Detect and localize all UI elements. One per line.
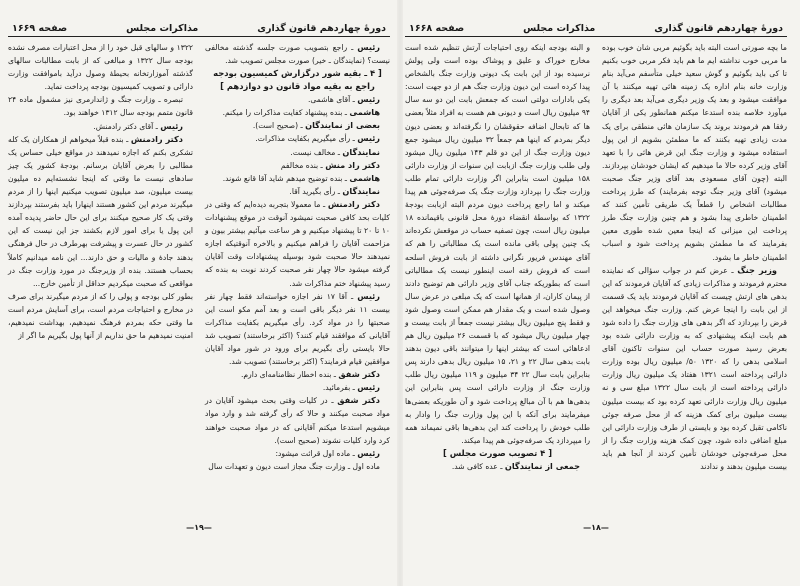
paragraph-text: ـ بنده مخالفم xyxy=(280,160,326,170)
speaker-name: جمعی از نمایندگان xyxy=(504,460,580,471)
paragraph-text: ـ راجع بتصویب صورت جلسه گذشته مخالفی نیست؟ (نمایندگان ـ خیر) صورت مجلس تصویب شد. xyxy=(205,43,390,66)
paragraph-text: ـ ماده اول قرائت میشود: xyxy=(275,448,358,458)
header-title: مذاکرات مجلس xyxy=(523,23,596,34)
paragraph xyxy=(205,460,390,473)
header-session: دورهٔ چهاردهم قانون گذاری xyxy=(257,23,386,34)
page-1668 xyxy=(405,20,787,532)
page-header xyxy=(8,20,390,37)
paragraph-text: ـ بنده قبلاً میخواهم از همکاران یک کله تشکری بکنم که اجازه نمیدهند در مواقع خیلی حساس یک مطالبی را بعرض آقایان برسانم. بودجهٔ کشور یک چیز سادهای نیست ما وقتی که اینجا نشسته‌ایم ده میلیون بیست میلیون، صد میلیون تصویب میکنیم اینها را از مردم میگیرند مردم این کشور هستند اینهارا باید بفرستند بپردازند وقتی یک کار صحیح میکنند برای این حال حاضر پدیده آمده این پول یا برای امور لازم بکشند جز این نیست که این کشور در حال عسرت و پیشرفت بهرطرف در حال فرهنگی بدهند جادهٔ و مالیات و حق دارند... این نامه میدانیم کاملاً بحساب هستند. بنده از وزیرجنگ در مورد وزارت جنگ در مواقعی که صحبت میکردیم حداقل از تأمین خارج... xyxy=(8,134,193,288)
paragraph-text: ـ بنده پیشنهاد کفایت مذاکرات را میکنم. xyxy=(222,108,350,118)
paragraph-text: ـ بنده توضیح میدهم شاید آقا قانع شوند. xyxy=(222,173,350,183)
speaker-name: دکتر شفق xyxy=(338,369,380,380)
speaker-name: دکتر شفق xyxy=(337,395,381,406)
section-heading: [ ۴ ـ بقیه شور درگزارش کمیسیون بودجه راجع به بقیه مواد قانون دو دوازدهم ] xyxy=(213,68,382,92)
paragraph-text: ماده اول ـ وزارت جنگ مجاز است دیون و تعهدات سال xyxy=(208,461,380,471)
speaker-name: رئیس xyxy=(357,290,380,301)
speaker-name: بعضی از نمایندگان xyxy=(305,120,380,131)
paragraph xyxy=(205,447,390,460)
paragraph-text: ما بچه صورتی است البته باید بگوئیم مربی شان خوب بوده ما مربی خوب نداشته ایم ما هم باید فکر مربی خوب بکنیم تا کی باید بگوئیم و گوش سعید خیلی متأسفم می‌آید بنام وزارت خانه بنام اداره یک زمینه هائی تهیه میکنند با آن موافقت میشود و بعد یک وزیر دیگری می‌آید بعد دیگری را میآورد خلاصه بنده استدعا میکنم همانطور یکی از آقایان رفقا هم فرمودند بروند یک سازمان هائی منطقی برای یک مدت زیادی تهیه بکنند که ما مطمئن بشویم از این پول استفاده میشود و وزارت جنگ این قرض هائی را با تعهد آقای وزیر کرده حالا ما میدهیم که ایشان خودشان بپردازند. البته (چون آقای مسعودی بعد آقای وزیر جنگ صحبت میشود) آقای وزیر جنگ توجه بفرمایند) که طرز پرداخت مطالبات اشخاص را قطعاً یک طریقی تأمین کنند که اطمینان خاطری پیدا بشود و هم چنین وزارت جنگ طرز پرداخت این میزانی که اینجا معین شده طوری معین بفرمایند که ما مطمئن بشویم پرداخت شود و اسباب اطمینان خاطر ما بشود. xyxy=(602,43,787,262)
paragraph-text: ـ (صحیح است). xyxy=(252,121,306,131)
paragraph xyxy=(205,394,390,446)
paragraph-text: ـ رأی بگیرید آقا. xyxy=(289,186,343,196)
paragraph xyxy=(8,120,193,133)
paragraph-text: و البته بودجه اینکه روی احتیاجات آرتش تنظیم شده است مخارج خوراک و علیق و پوشاک بوده است ولی پولش نرسیده بود از این بابت یک دیونی وزارت جنگ بالشخاص پیدا کرده است این دیون وزارت جنگ هم از دو جهت است: یکی بادارات دولتی است که جمعش بابت این دو سه سال ۹۴ میلیون ریال است و دیونی هم هست به افراد مثلاً بعضی ها که تابحال اضافه حقوقشان را نگرفته‌اند و بعضی دیون دیگر بمردم که اینها هم جمعاً ۳۲ میلیون ریال میشود جمع دیون وزارت جنگ از این دو قلم ۱۴۳ میلیون ریال میشود ولی طلب وزارت جنگ ازبابت این سنوات از وزارت دارائی ۱۵۸ میلیون است بنابراین اگر وزارت دارائی تمام طلب وزارت جنگ را بپردازد وزارت جنگ یک صرفه‌جوئی هم پیدا میکند و اما راجع پرداخت دیون مردم البته ازبابت بودجهٔ ۱۳۲۲ که بواسطهٔ انقضاء دورهٔ محل قانونی باقیمانده ۱۸ میلیون ریال است، چون تصفیه حساب در موقعش نکرده‌اند یک چنین پولی باقی مانده است یک مطالباتی را هم که آقای مهندس فریور نگرانی داشته از بابت فروش اسلحه است که فروش رفته است اینطور نیست یک مطالباتی است که بطوریکه جناب آقای وزیر دارائی هم توضیح دادند از پیمان کاران، از همانها است که یک مبلغی در عرض سال وصول شده است و یک مقدار هم ممکن است وصول شود و فقط پنج میلیون ریال بیشتر نیست جمعاً از بابت بیست و چهار میلیون ریال میشود که با قسمت ۲۶ میلیون ریال هم ادعاهائی است که بیشتر اینها را میتوانند باقی دیون بدهند بابت بدهی سال ۲۲ و ۲۱، ۱۵ میلیون ریال بدهی دارند پس بنابراین بابت سال ۲۲ ۳۴ میلیون و ۱۱۹ میلیون ریال طلب وزارت جنگ از وزارت دارائی است پس بنابراین این بدهی‌ها هم با آن مبالغ پرداخت شود و آن طوریکه بعضی‌ها میفرمایند برای آنکه با این پول وزارت جنگ را وادار به طلب خودش را پرداخت کند این بدهی‌ها باقی نمیماند همه را میپردازد یک صرفه‌جوئی هم پیدا میکند. xyxy=(405,43,590,445)
paragraph-text: بطور کلی بودجه و پولی را که از مردم میگیرند برای صرف در مخارج و احتیاجات مردم است، برای آسایش مردم است ما وقتی حکه بمردم فرهنگ نمیدهیم، بهداشت نمیدهیم، امنیت نمیدهیم ما حق نداریم از آنها پول بگیریم ما اگر از xyxy=(8,291,193,341)
speaker-name: رئیس xyxy=(160,120,183,131)
paragraph-text: ـ عده کافی شد. xyxy=(451,461,505,471)
section-heading: [ ۴ تصویب صورت مجلس ] xyxy=(442,447,553,458)
page-1669 xyxy=(8,20,390,532)
header-session: دورهٔ چهاردهم قانون گذاری xyxy=(654,23,783,34)
paragraph xyxy=(405,41,590,447)
speaker-name: هاشمی xyxy=(349,107,380,118)
speaker-name: دکتر رادمنش xyxy=(327,198,380,209)
paragraph xyxy=(8,133,193,290)
paragraph xyxy=(205,132,390,145)
paragraph xyxy=(8,41,193,93)
speaker-name: رئیس xyxy=(357,382,380,393)
book-gutter xyxy=(397,0,403,586)
page-header xyxy=(405,20,787,37)
paragraph-text: ـ بنده اخطار نظامنامه‌ای دارم. xyxy=(240,370,339,380)
paragraph-text: ـ آقای هاشمی. xyxy=(308,95,358,105)
speaker-name: دکتر رادمنش xyxy=(130,133,183,144)
paragraph-text: ـ ما معمولا بتجربه دیده‌ایم که وقتی در کلیات بحد کافی صحبت نمیشود آنوقت در موقع پیشنهادات ۱۰ تا ۲۰ تا پیشنهاد میکنیم و هر ساعت میآئیم بیشتر بیون و مزاحمت آقایان را فراهم میکنیم و بالاخره آنوقتیکه اجازه نمیدهند حالا صحبت شود بوسیله پیشنهادات وقت آقایان گرفته میشود حالا چهار نفر صحبت کردند نوبت به بنده که رسید پیشنهاد ختم مذاکرات شد. xyxy=(205,199,390,288)
paragraph xyxy=(205,368,390,381)
page-body xyxy=(8,37,390,473)
column-right xyxy=(602,41,787,473)
paragraph-text: ـ رأی میگیریم بکفایت مذاکرات. xyxy=(255,134,358,144)
paragraph-text: ـ در کلیات وقتی بحث میشود آقایان در مواد صحبت میکنند و حالا که رأی گرفته شد و وارد مواد میشویم استدعا میکنم آقایانی که در مواد صحبت خواهند کرد وارد کلیات نشوند (صحیح است). xyxy=(205,396,390,445)
paragraph xyxy=(405,460,590,473)
speaker-name: نمایندگان xyxy=(342,146,380,157)
paragraph-text: تبصره ـ وزارت جنگ و ژاندارمری نیز مشمول ماده ۲۴ قانون متمم بودجه سال ۱۳۱۲ خواهند بود. xyxy=(8,95,193,118)
speaker-name: رئیس xyxy=(357,133,380,144)
column-left xyxy=(405,41,590,473)
speaker-name: دکتر راد منش xyxy=(325,159,380,170)
header-page-number: صفحه ۱۶۶۹ xyxy=(12,23,68,34)
paragraph-text: ـ مخالف نیست. xyxy=(290,147,343,157)
speaker-name: رئیس xyxy=(357,42,380,52)
paragraph xyxy=(602,41,787,264)
paragraph xyxy=(205,290,390,369)
header-title: مذاکرات مجلس xyxy=(126,23,199,34)
paragraph xyxy=(8,290,193,342)
speaker-name: وزیر جنگ xyxy=(737,264,778,275)
paragraph xyxy=(205,146,390,159)
paragraph-text: ـ آقا ۱۷ نفر اجازه خواسته‌اند فقط چهار نفر بیست ۱۱ نفر دیگر باقی است و بعد آمم مکو است این صحبتها را در مواد کرد. رأی میگیریم بکفایت مذاکرات آقایانی که موافقند قیام کنند؟ (اکثر برخاستند) تصویب شد حالا بایستی رأی بگیریم برای ورود در شور مواد آقایان موافقین قیام فرمایند؟ (اکثر برخاستند) تصویب شد. xyxy=(205,291,390,367)
paragraph xyxy=(8,93,193,119)
column-left xyxy=(8,41,193,473)
paragraph xyxy=(205,41,390,67)
paragraph-text: ـ بفرمائید. xyxy=(322,383,358,393)
paragraph-text: ۱۳۲۲ و سالهای قبل خود را از محل اعتبارات مصرف نشده بودجه سال ۱۳۲۲ و مبالغی که از بابت مطالبات سالهای گذشته آموزارتخانه بحیطهٔ وصول درآید باموافقت وزارت دارائی و تصویب کمیسیون بودجه پرداخت نماید. xyxy=(8,43,193,92)
paragraph xyxy=(205,198,390,290)
paragraph xyxy=(602,264,787,474)
speaker-name: رئیس xyxy=(357,447,380,458)
paragraph xyxy=(205,93,390,106)
paragraph xyxy=(205,172,390,185)
speaker-name: هاشمی xyxy=(349,172,380,183)
page-body xyxy=(405,37,787,473)
column-right xyxy=(205,41,390,473)
page-footer-number: —۱۸— xyxy=(583,523,609,532)
speaker-name: رئیس xyxy=(357,94,380,105)
paragraph-text: ـ عرض کنم در جواب سؤالی که نماینده محترم فرمودند و مذاکرات زیادی که آقایان فرمودند که این بدهی های ارتش چیست که آقایان فرمودند باید یک قسمت از این بابت را اینجا عرض کنم. وزارت جنگ میخواهد این قرض را بپردازد که اگر بدهی های وزارت جنگ را داده شود هم بابت اینکه پیشنهادی که به وزارت دارائی شده بود بعرض رسید صورت حساب این سنوات تاکنون آقای اسلامی بدهی را که ۱۳۲۰ ۵۰/ میلیون ریال بوده وزارت دارائی پرداخته است ۱۳۲۱ هفتاد یک میلیون ریال وزارت دارائی پرداخته است از بابت سال ۱۳۲۲ مبلغ سی و نه میلیون ریال وزارت دارائی تعهد کرده بود که بیست میلیون بیست میلیون برای کمک هزینه که از محل صرفه جوئی ناکامی تقبل کرده بود و بایستی از طرف وزارت دارائی این مبلغ اضافی داده شود، چون کمک هزینه وزارت جنگ را از محل صرفه‌جوئی خودشان تأمین کردند از آنجا هم باید بیست میلیون بدهند و ندادند xyxy=(602,265,787,471)
header-page-number: صفحه ۱۶۶۸ xyxy=(409,23,465,34)
paragraph xyxy=(205,119,390,132)
paragraph xyxy=(205,381,390,394)
page-footer-number: —۱۹— xyxy=(186,523,212,532)
paragraph xyxy=(205,185,390,198)
paragraph-text: ـ آقای دکتر رادمنش. xyxy=(93,121,161,131)
paragraph xyxy=(205,159,390,172)
speaker-name: نمایندگان xyxy=(342,185,380,196)
paragraph xyxy=(205,106,390,119)
